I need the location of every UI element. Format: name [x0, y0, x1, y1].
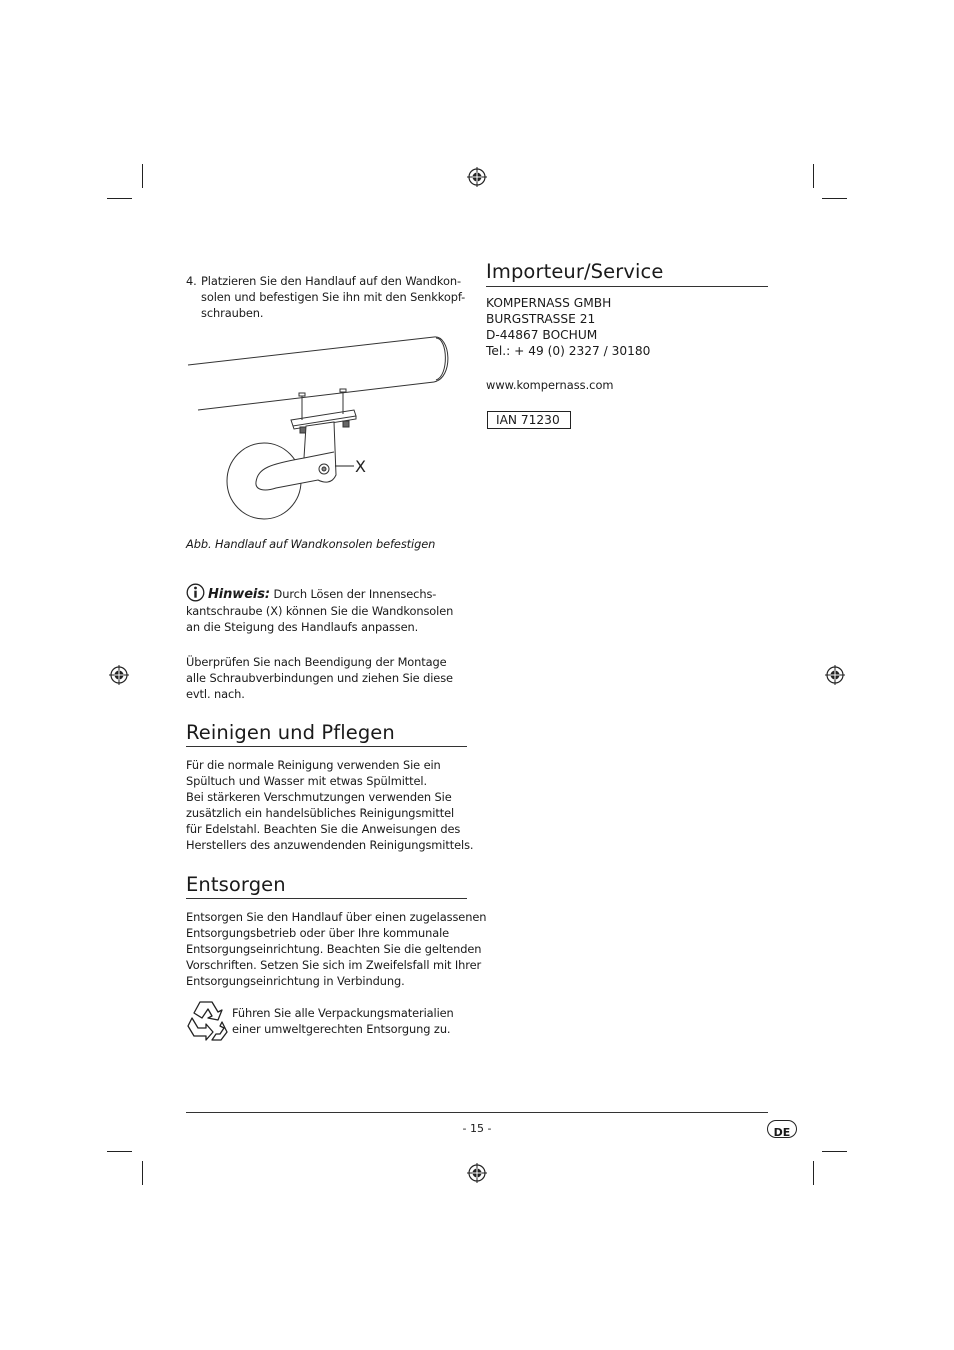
paragraph-line: zusätzlich ein handelsübliches Reinigungsmittel	[186, 806, 455, 820]
website: www.kompernass.com	[486, 378, 614, 392]
heading-rule	[186, 746, 467, 747]
paragraph-line: Entsorgungseinrichtung in Verbindung.	[186, 974, 405, 988]
crop-mark	[822, 1151, 847, 1152]
check-paragraph	[186, 654, 476, 702]
paragraph-line: Führen Sie alle Verpackungsmaterialien	[232, 1006, 454, 1020]
paragraph-line: Spültuch und Wasser mit etwas Spülmittel.	[186, 774, 428, 788]
address-line: Tel.: + 49 (0) 2327 / 30180	[486, 344, 651, 358]
paragraph-line: Bei stärkeren Verschmutzungen verwenden Sie	[186, 790, 452, 804]
paragraph-line: Entsorgungsbetrieb oder über Ihre kommunale	[186, 926, 450, 940]
crop-mark	[107, 198, 132, 199]
note-block	[186, 583, 476, 635]
paragraph-line: evtl. nach.	[186, 687, 245, 701]
address-line: BURGSTRASSE 21	[486, 312, 596, 326]
note-text-line: kantschraube (X) können Sie die Wandkonsolen	[186, 604, 454, 618]
paragraph-line: Überprüfen Sie nach Beendigung der Montage	[186, 655, 447, 669]
importer-heading: Importeur/Service	[486, 260, 664, 283]
handrail-figure	[186, 330, 466, 525]
disposal-heading: Entsorgen	[186, 873, 286, 896]
ian-number: IAN 71230	[496, 413, 560, 427]
footer-rule	[186, 1112, 768, 1113]
address-line: D-44867 BOCHUM	[486, 328, 598, 342]
figure-caption: Abb. Handlauf auf Wandkonsolen befestigen	[186, 537, 436, 551]
paragraph-line: alle Schraubverbindungen und ziehen Sie diese	[186, 671, 453, 685]
page-number: - 15 -	[462, 1122, 492, 1135]
ian-box	[487, 411, 571, 429]
step-text-line: schrauben.	[201, 306, 264, 320]
paragraph-line: einer umweltgerechten Entsorgung zu.	[232, 1022, 451, 1036]
step-4	[186, 273, 471, 321]
figure-label-x: X	[355, 457, 366, 476]
crop-mark	[813, 1161, 814, 1185]
heading-rule	[186, 898, 467, 899]
recycle-icon	[186, 998, 229, 1042]
info-icon	[186, 583, 205, 602]
heading-rule	[486, 286, 768, 287]
crop-mark	[813, 164, 814, 188]
address-line: KOMPERNASS GMBH	[486, 296, 612, 310]
paragraph-line: Entsorgen Sie den Handlauf über einen zugelassenen	[186, 910, 487, 924]
importer-address	[486, 295, 650, 359]
cleaning-heading: Reinigen und Pflegen	[186, 721, 395, 744]
paragraph-line: Herstellers des anzuwendenden Reinigungsmittels.	[186, 838, 474, 852]
recycle-text	[232, 1005, 472, 1037]
crop-mark	[822, 198, 847, 199]
registration-mark-icon	[109, 665, 129, 685]
note-text-line: Durch Lösen der Innensechs-	[273, 587, 437, 601]
paragraph-line: Für die normale Reinigung verwenden Sie ein	[186, 758, 441, 772]
step-text-line: Platzieren Sie den Handlauf auf den Wandkon-	[201, 274, 461, 288]
handrail-illustration	[188, 337, 448, 519]
step-text-line: solen und befestigen Sie ihn mit den Senkkopf-	[201, 290, 466, 304]
language-badge-label: DE	[773, 1126, 791, 1139]
crop-mark	[107, 1151, 132, 1152]
crop-mark	[142, 1161, 143, 1185]
note-label: Hinweis:	[208, 587, 271, 602]
language-badge	[767, 1120, 797, 1138]
paragraph-line: für Edelstahl. Beachten Sie die Anweisungen des	[186, 822, 461, 836]
paragraph-line: Entsorgungseinrichtung. Beachten Sie die geltenden	[186, 942, 482, 956]
paragraph-line: Vorschriften. Setzen Sie sich im Zweifelsfall mit Ihrer	[186, 958, 482, 972]
step-number: 4.	[186, 274, 197, 288]
registration-mark-icon	[467, 1163, 487, 1183]
note-text-line: an die Steigung des Handlaufs anpassen.	[186, 620, 419, 634]
cleaning-paragraph	[186, 757, 476, 853]
crop-mark	[142, 164, 143, 188]
registration-mark-icon	[825, 665, 845, 685]
registration-mark-icon	[467, 167, 487, 187]
disposal-paragraph	[186, 909, 487, 989]
